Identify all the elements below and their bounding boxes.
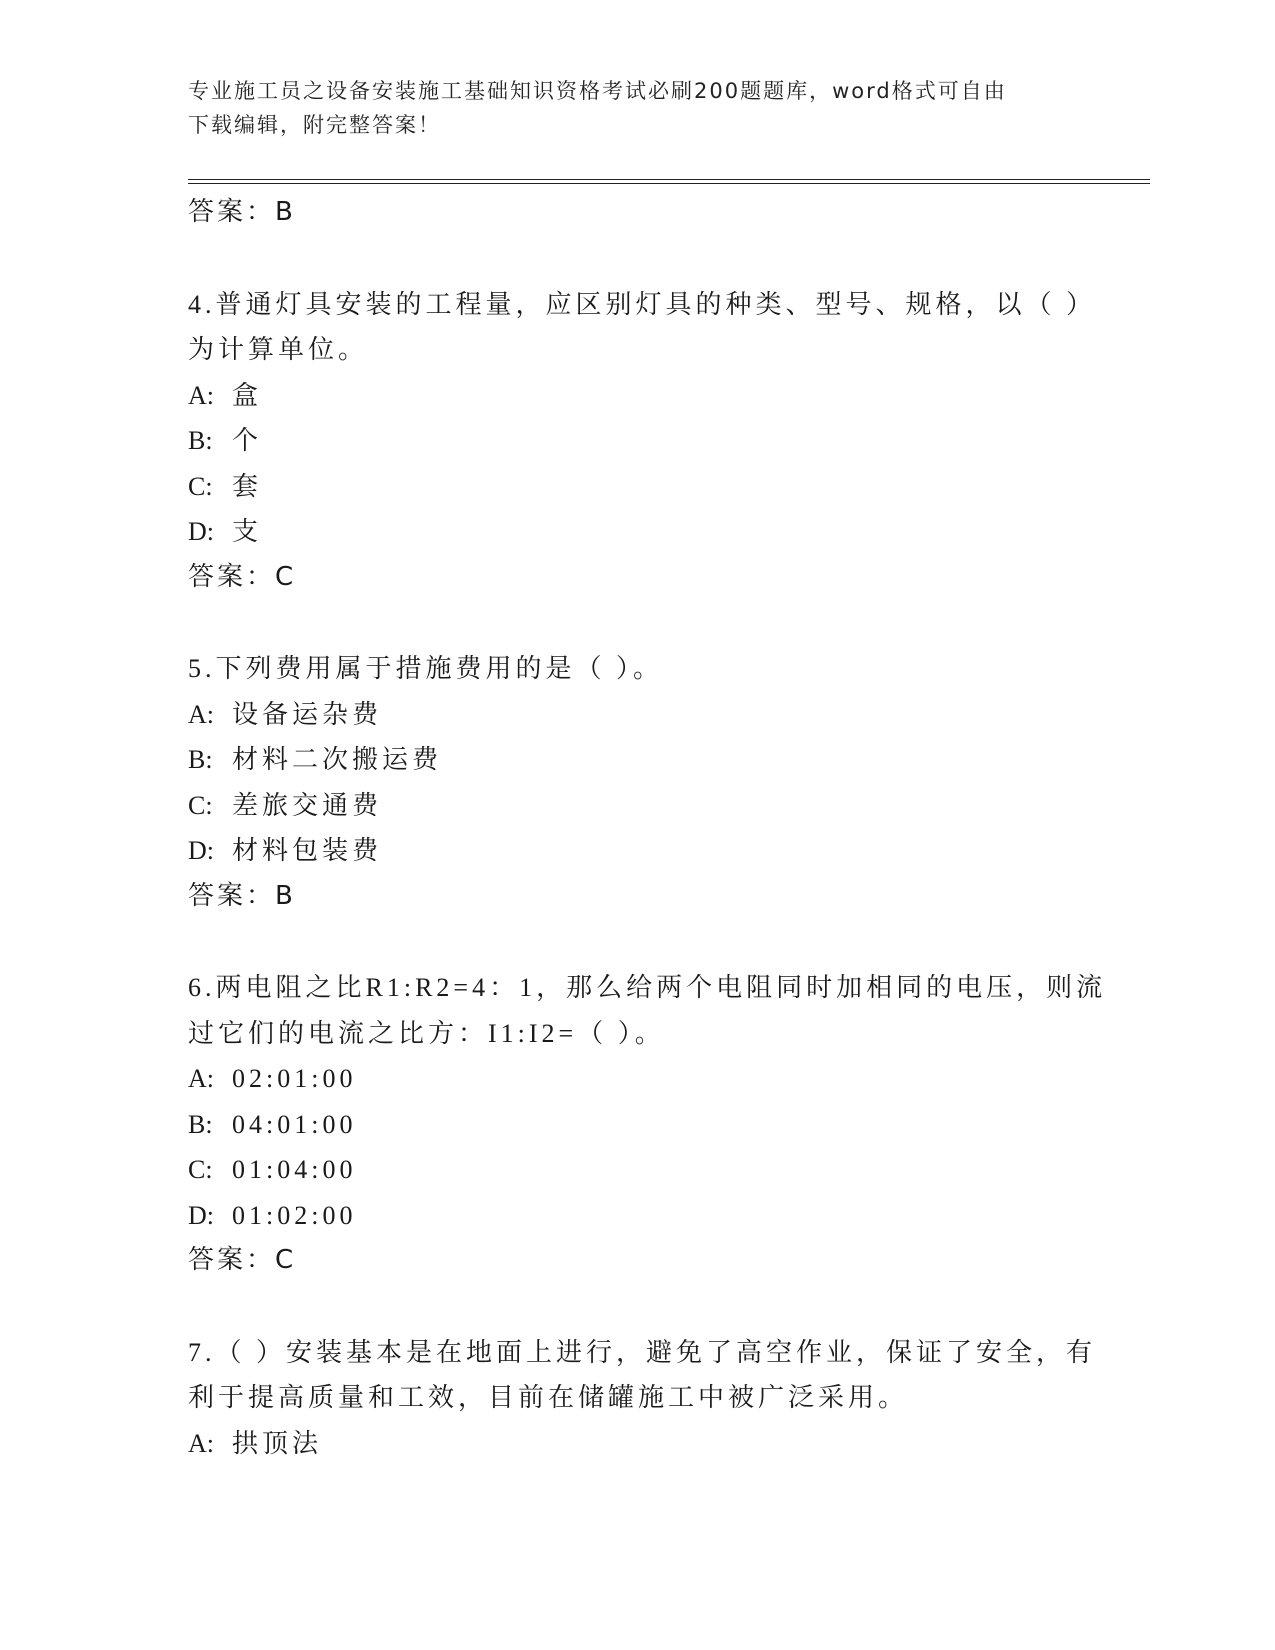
page-header	[188, 74, 1068, 142]
option-a	[188, 373, 1068, 419]
option-text: 差旅交通费	[232, 790, 383, 820]
option-text: 04:01:00	[232, 1109, 357, 1139]
option-b	[188, 418, 1068, 464]
question-block	[188, 646, 1068, 919]
question-stem: 4.普通灯具安装的工程量，应区别灯具的种类、型号、规格，以（ ）	[188, 289, 1097, 319]
header-rule-bottom	[188, 183, 1150, 184]
option-text: 设备运杂费	[232, 699, 383, 729]
spacer	[188, 236, 1068, 282]
option-label: B:	[188, 745, 213, 774]
option-text: 盒	[232, 380, 263, 410]
question-stem-continued: 利于提高质量和工效，目前在储罐施工中被广泛采用。	[188, 1383, 909, 1412]
option-text: 个	[232, 426, 263, 455]
header-title-line-1: 专业施工员之设备安装施工基础知识资格考试必刷200题题库，word格式可自由	[188, 79, 1007, 103]
option-text: 材料二次搬运费	[232, 745, 443, 774]
question-stem-continued: 过它们的电流之比方：I1:I2=（ ）。	[188, 1018, 665, 1048]
option-label: A:	[188, 699, 214, 729]
option-c	[188, 783, 1068, 829]
option-text: 02:01:00	[232, 1064, 357, 1093]
option-a	[188, 1421, 1068, 1467]
question-stem: 5.下列费用属于措施费用的是（ ）。	[188, 654, 664, 683]
question-stem: 7.（ ）安装基本是在地面上进行，避免了高空作业，保证了安全，有	[188, 1337, 1097, 1367]
question-stem: 6.两电阻之比R1:R2=4：1，那么给两个电阻同时加相同的电压，则流	[188, 973, 1107, 1002]
spacer	[188, 919, 1068, 965]
option-c	[188, 464, 1068, 510]
option-text: 01:04:00	[232, 1155, 357, 1184]
option-a	[188, 692, 1068, 738]
question-block	[188, 1330, 1097, 1467]
option-d	[188, 1193, 1068, 1239]
option-text: 01:02:00	[232, 1200, 357, 1230]
question-list	[188, 190, 1107, 1466]
header-title-line-2: 下载编辑，附完整答案！	[188, 113, 441, 137]
option-label: D:	[188, 836, 214, 865]
option-label: A:	[188, 1428, 214, 1458]
option-label: D:	[188, 517, 214, 546]
spacer	[188, 600, 1068, 646]
option-text: 套	[232, 471, 263, 501]
option-label: B:	[188, 1109, 213, 1139]
option-label: C:	[188, 790, 213, 820]
option-d	[188, 509, 1068, 555]
question-stem-continued: 为计算单位。	[188, 335, 369, 364]
answer-line: 答案：C	[188, 1245, 297, 1275]
option-text: 材料包装费	[232, 836, 383, 865]
spacer	[188, 1284, 1068, 1330]
option-b	[188, 1102, 1068, 1148]
option-text: 支	[232, 517, 263, 546]
option-label: C:	[188, 1155, 213, 1184]
answer-line: 答案：B	[188, 197, 296, 227]
option-a	[188, 1056, 1068, 1102]
option-c	[188, 1147, 1068, 1193]
question-block	[188, 282, 1097, 601]
question-block	[188, 965, 1107, 1284]
answer-line: 答案：C	[188, 561, 297, 592]
option-label: C:	[188, 471, 213, 501]
option-b	[188, 737, 1068, 783]
option-label: A:	[188, 380, 214, 410]
option-d	[188, 828, 1068, 874]
option-text: 拱顶法	[232, 1428, 323, 1458]
answer-line: 答案：B	[188, 880, 296, 911]
header-rule-top	[188, 179, 1150, 180]
option-label: D:	[188, 1200, 214, 1230]
option-label: A:	[188, 1064, 214, 1093]
option-label: B:	[188, 426, 213, 455]
